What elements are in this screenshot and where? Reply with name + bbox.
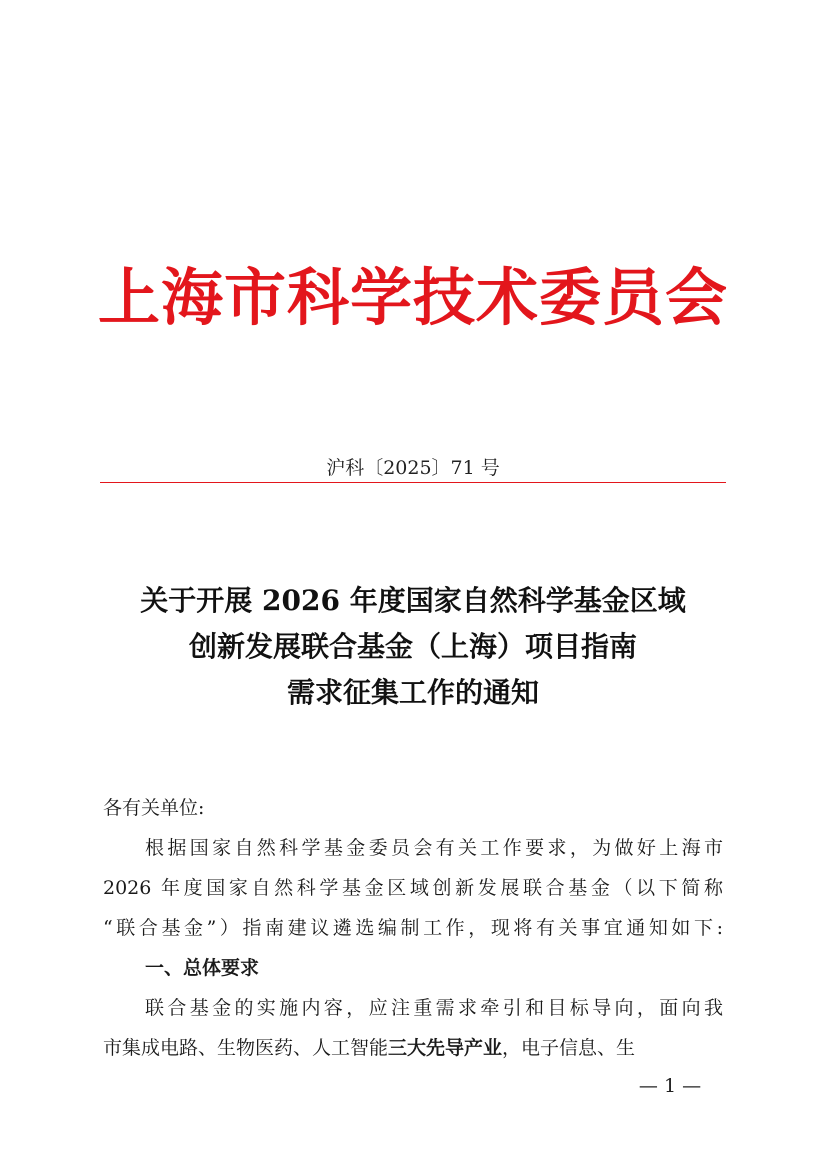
title-line-3: 需求征集工作的通知 [286, 676, 539, 709]
section-1-heading: 一、总体要求 [145, 957, 260, 979]
page-number: — 1 — [638, 1075, 702, 1097]
document-body [103, 788, 723, 1068]
document-number: 沪科〔2025〕71 号 [326, 457, 500, 479]
red-divider-line [100, 482, 726, 483]
title-line-1: 关于开展 2026 年度国家自然科学基金区域 [140, 584, 686, 617]
paragraph-2-line-2 [103, 1028, 723, 1068]
paragraph-1-line-2: 2026 年度国家自然科学基金区域创新发展联合基金（以下简称 [103, 877, 723, 899]
title-line-2: 创新发展联合基金（上海）项目指南 [188, 630, 637, 663]
masthead-org-name: 上海市科学技术委员会 [97, 261, 728, 334]
paragraph-2-line-1: 联合基金的实施内容，应注重需求牵引和目标导向，面向我 [145, 997, 723, 1019]
emphasis-three-leading-industries: 三大先导产业 [388, 1037, 503, 1059]
paragraph-1-line-1: 根据国家自然科学基金委员会有关工作要求，为做好上海市 [145, 837, 723, 859]
paragraph-2-line-2-start: 市集成电路、生物医药、人工智能 [103, 1037, 389, 1059]
paragraph-2-line-2-end: ，电子信息、生 [502, 1037, 636, 1059]
document-title [0, 578, 826, 716]
salutation: 各有关单位: [103, 797, 205, 819]
paragraph-1-line-3: “联合基金”）指南建议遴选编制工作，现将有关事宜通知如下: [103, 917, 723, 939]
